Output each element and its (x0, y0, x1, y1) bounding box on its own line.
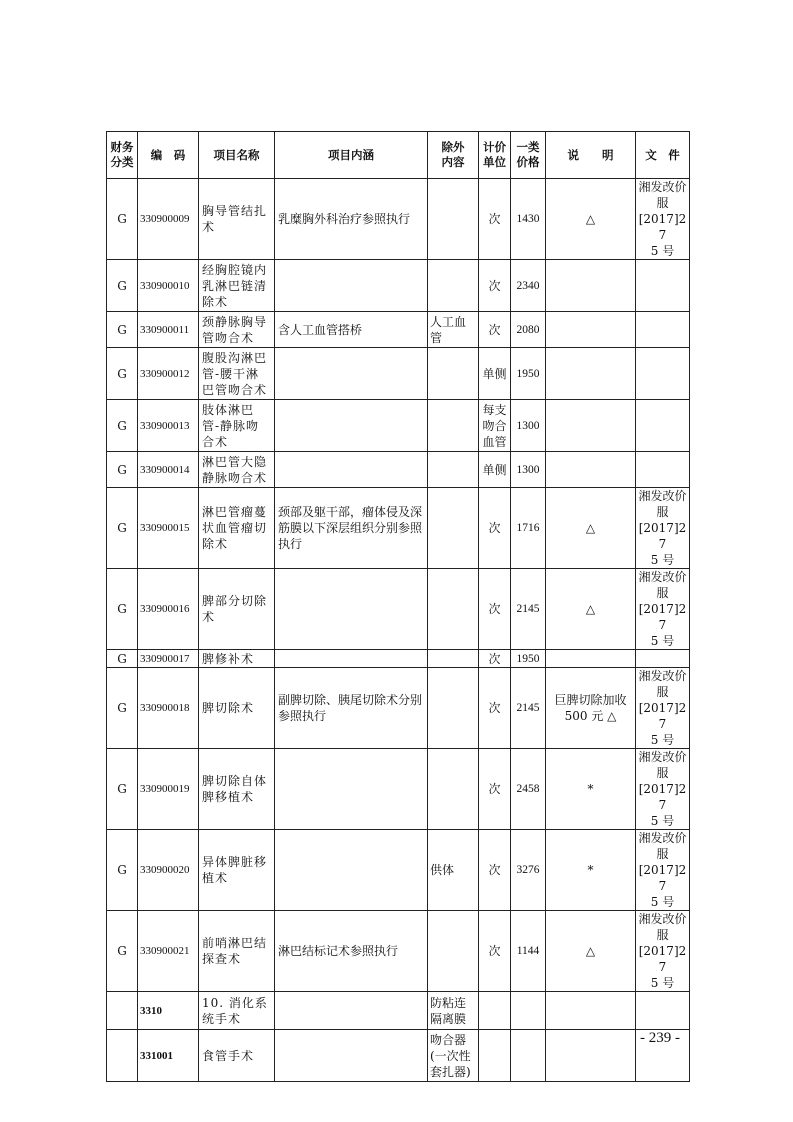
cell-content (275, 992, 428, 1030)
table-body (107, 179, 690, 1082)
cell-price: 2145 (511, 668, 546, 749)
cell-code: 330900013 (138, 400, 199, 452)
cell-file (636, 312, 690, 348)
cell-file (636, 400, 690, 452)
cell-note (546, 260, 636, 312)
header-price: 一类 价格 (511, 132, 546, 179)
cell-note (546, 992, 636, 1030)
header-name: 项目名称 (199, 132, 275, 179)
cell-unit: 次 (479, 312, 511, 348)
cell-content (275, 400, 428, 452)
cell-code: 330900014 (138, 452, 199, 488)
cell-code: 330900012 (138, 348, 199, 400)
cell-price: 2145 (511, 569, 546, 650)
cell-name: 脾部分切除术 (199, 569, 275, 650)
header-content: 项目内涵 (275, 132, 428, 179)
cell-file (636, 260, 690, 312)
cell-note (546, 312, 636, 348)
page-number: - 239 - (640, 1030, 680, 1046)
cell-category: G (107, 830, 138, 911)
cell-price: 1300 (511, 452, 546, 488)
table-row (107, 668, 690, 749)
cell-code: 330900010 (138, 260, 199, 312)
table-row (107, 830, 690, 911)
cell-exclusion (428, 749, 479, 830)
cell-price (511, 1030, 546, 1082)
cell-category: G (107, 400, 138, 452)
cell-exclusion (428, 488, 479, 569)
cell-name: 肢体淋巴管-静脉吻合术 (199, 400, 275, 452)
cell-name: 10. 消化系统手术 (199, 992, 275, 1030)
cell-category: G (107, 452, 138, 488)
header-note: 说 明 (546, 132, 636, 179)
cell-note: △ (546, 569, 636, 650)
cell-content: 含人工血管搭桥 (275, 312, 428, 348)
cell-content (275, 749, 428, 830)
cell-content: 乳糜胸外科治疗参照执行 (275, 179, 428, 260)
header-file: 文 件 (636, 132, 690, 179)
cell-content: 淋巴结标记术参照执行 (275, 911, 428, 992)
cell-file: 湘发改价 服 [2017]27 5 号 (636, 488, 690, 569)
cell-category: G (107, 569, 138, 650)
table-row (107, 312, 690, 348)
table-row (107, 1030, 690, 1082)
cell-category: G (107, 312, 138, 348)
header-unit: 计价 单位 (479, 132, 511, 179)
cell-content: 颈部及躯干部，瘤体侵及深筋膜以下深层组织分别参照执行 (275, 488, 428, 569)
cell-unit: 次 (479, 488, 511, 569)
cell-note: △ (546, 911, 636, 992)
cell-file: 湘发改价 服 [2017]27 5 号 (636, 830, 690, 911)
cell-name: 脾修补术 (199, 650, 275, 668)
cell-code: 330900021 (138, 911, 199, 992)
table-row (107, 179, 690, 260)
cell-code: 330900018 (138, 668, 199, 749)
cell-content (275, 260, 428, 312)
cell-category: G (107, 911, 138, 992)
cell-name: 经胸腔镜内乳淋巴链清除术 (199, 260, 275, 312)
cell-content (275, 830, 428, 911)
cell-category: G (107, 668, 138, 749)
table-row (107, 749, 690, 830)
cell-name: 食管手术 (199, 1030, 275, 1082)
cell-exclusion (428, 179, 479, 260)
cell-exclusion (428, 400, 479, 452)
cell-code: 330900019 (138, 749, 199, 830)
cell-price: 1430 (511, 179, 546, 260)
cell-file: 湘发改价 服 [2017]27 5 号 (636, 569, 690, 650)
cell-note: * (546, 830, 636, 911)
cell-category (107, 992, 138, 1030)
cell-name: 异体脾脏移植术 (199, 830, 275, 911)
table-row (107, 569, 690, 650)
cell-unit: 单侧 (479, 348, 511, 400)
cell-file (636, 452, 690, 488)
cell-content (275, 650, 428, 668)
cell-exclusion (428, 569, 479, 650)
cell-name: 胸导管结扎术 (199, 179, 275, 260)
cell-file: 湘发改价 服 [2017]27 5 号 (636, 668, 690, 749)
cell-file: 湘发改价 服 [2017]27 5 号 (636, 749, 690, 830)
cell-note: 巨脾切除加收 500 元 △ (546, 668, 636, 749)
table-row (107, 488, 690, 569)
cell-exclusion (428, 668, 479, 749)
cell-price: 2080 (511, 312, 546, 348)
cell-unit: 次 (479, 749, 511, 830)
price-table (106, 131, 690, 1082)
cell-code: 330900009 (138, 179, 199, 260)
cell-unit (479, 992, 511, 1030)
cell-unit: 次 (479, 260, 511, 312)
cell-name: 淋巴管大隐静脉吻合术 (199, 452, 275, 488)
table-row (107, 452, 690, 488)
cell-content: 副脾切除、胰尾切除术分别参照执行 (275, 668, 428, 749)
cell-exclusion (428, 348, 479, 400)
header-code: 编 码 (138, 132, 199, 179)
cell-file: 湘发改价 服 [2017]27 5 号 (636, 911, 690, 992)
cell-content (275, 569, 428, 650)
cell-category: G (107, 348, 138, 400)
cell-name: 脾切除自体脾移植术 (199, 749, 275, 830)
cell-code: 330900015 (138, 488, 199, 569)
cell-file (636, 650, 690, 668)
cell-category: G (107, 749, 138, 830)
cell-unit: 次 (479, 668, 511, 749)
cell-unit: 单侧 (479, 452, 511, 488)
table-header-row (107, 132, 690, 179)
cell-price: 1144 (511, 911, 546, 992)
cell-category: G (107, 179, 138, 260)
cell-note: △ (546, 179, 636, 260)
cell-price: 1300 (511, 400, 546, 452)
cell-name: 腹股沟淋巴管-腰干淋巴管吻合术 (199, 348, 275, 400)
table-row (107, 400, 690, 452)
cell-content (275, 348, 428, 400)
cell-note (546, 348, 636, 400)
cell-exclusion: 人工血管 (428, 312, 479, 348)
cell-category (107, 1030, 138, 1082)
cell-exclusion: 供体 (428, 830, 479, 911)
cell-code: 330900017 (138, 650, 199, 668)
cell-note (546, 1030, 636, 1082)
cell-price: 1950 (511, 348, 546, 400)
cell-exclusion (428, 452, 479, 488)
cell-price: 1716 (511, 488, 546, 569)
cell-exclusion: 吻合器 (一次性 套扎器) (428, 1030, 479, 1082)
cell-content (275, 452, 428, 488)
cell-note (546, 452, 636, 488)
cell-category: G (107, 488, 138, 569)
table-row (107, 650, 690, 668)
cell-code: 330900020 (138, 830, 199, 911)
cell-category: G (107, 650, 138, 668)
cell-note: * (546, 749, 636, 830)
header-exclusion: 除外 内容 (428, 132, 479, 179)
cell-price: 1950 (511, 650, 546, 668)
cell-exclusion: 防粘连隔离膜 (428, 992, 479, 1030)
cell-unit (479, 1030, 511, 1082)
cell-note (546, 400, 636, 452)
cell-name: 前哨淋巴结探查术 (199, 911, 275, 992)
table-row (107, 911, 690, 992)
cell-code: 3310 (138, 992, 199, 1030)
cell-file: 湘发改价 服 [2017]27 5 号 (636, 179, 690, 260)
table-row (107, 992, 690, 1030)
cell-category: G (107, 260, 138, 312)
cell-unit: 次 (479, 569, 511, 650)
cell-name: 淋巴管瘤蔓状血管瘤切除术 (199, 488, 275, 569)
cell-name: 脾切除术 (199, 668, 275, 749)
table-row (107, 260, 690, 312)
cell-exclusion (428, 260, 479, 312)
cell-price: 2458 (511, 749, 546, 830)
cell-exclusion (428, 911, 479, 992)
cell-unit: 每支 吻合 血管 (479, 400, 511, 452)
cell-name: 颈静脉胸导管吻合术 (199, 312, 275, 348)
cell-unit: 次 (479, 911, 511, 992)
cell-note (546, 650, 636, 668)
cell-content (275, 1030, 428, 1082)
cell-price: 2340 (511, 260, 546, 312)
cell-code: 330900016 (138, 569, 199, 650)
cell-code: 330900011 (138, 312, 199, 348)
cell-price: 3276 (511, 830, 546, 911)
header-category: 财务 分类 (107, 132, 138, 179)
cell-file (636, 348, 690, 400)
cell-unit: 次 (479, 179, 511, 260)
cell-price (511, 992, 546, 1030)
cell-file (636, 992, 690, 1030)
cell-unit: 次 (479, 830, 511, 911)
cell-code: 331001 (138, 1030, 199, 1082)
cell-unit: 次 (479, 650, 511, 668)
cell-note: △ (546, 488, 636, 569)
table-row (107, 348, 690, 400)
cell-exclusion (428, 650, 479, 668)
